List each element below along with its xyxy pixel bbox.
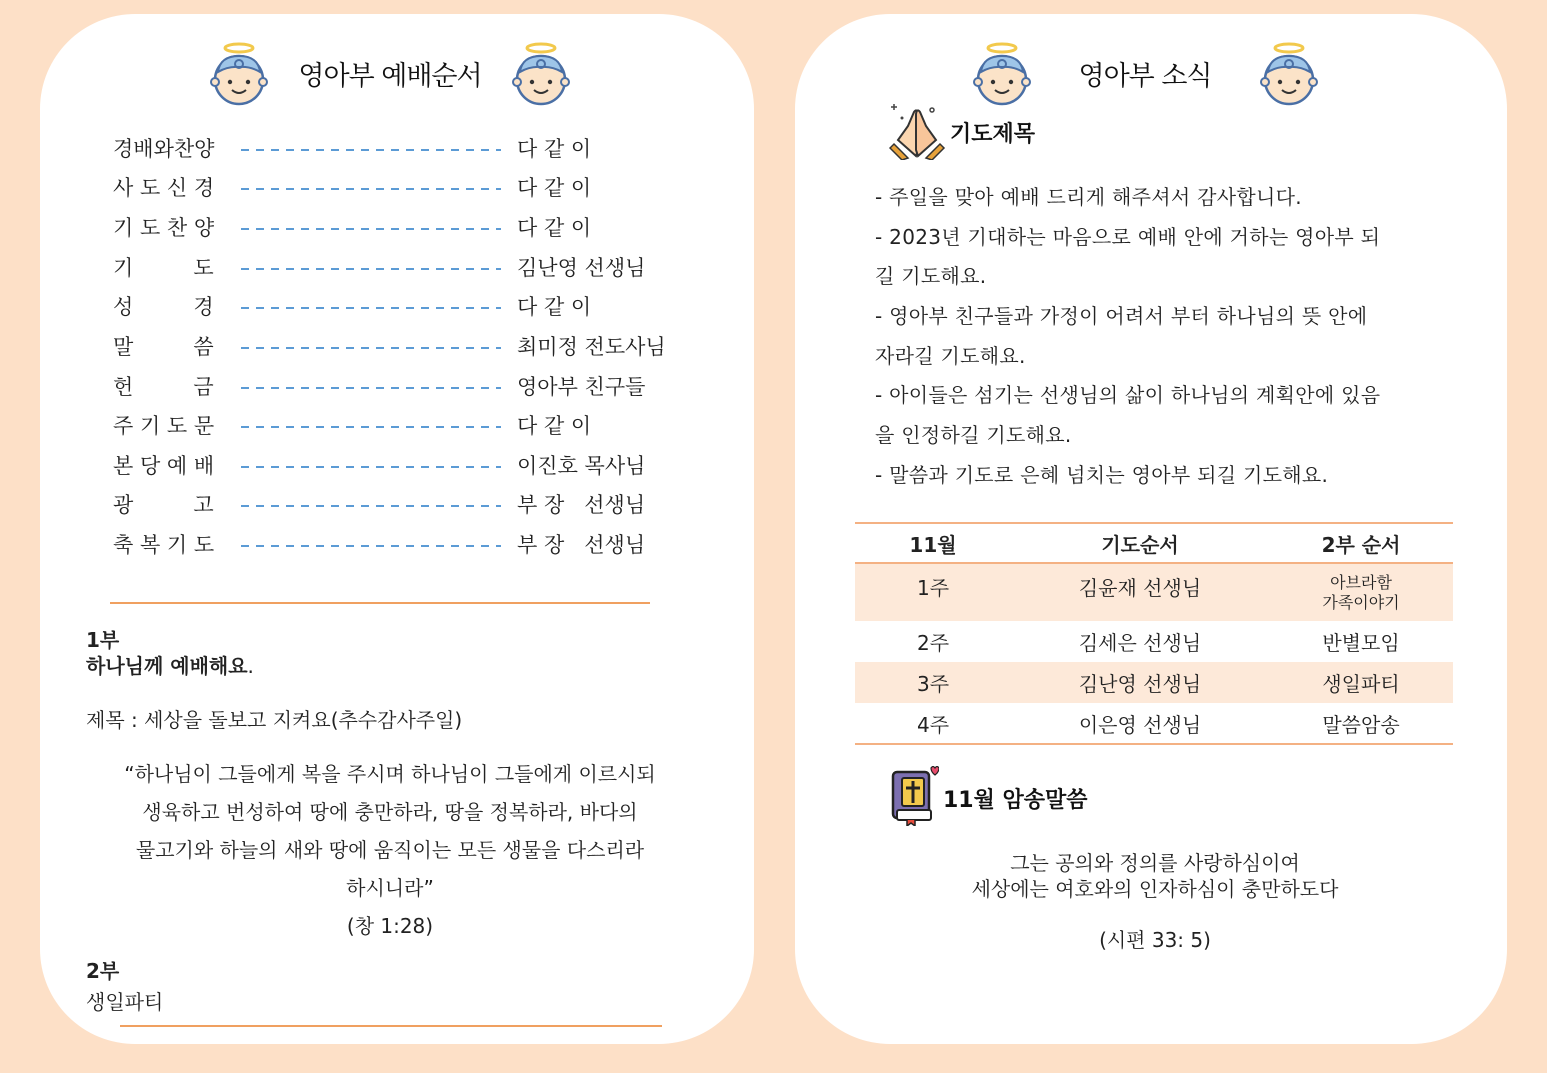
bible-icon: [889, 766, 939, 830]
column-header: 11월: [855, 523, 1011, 563]
order-item-name: 성 경: [113, 295, 214, 319]
week-cell: 2주: [916, 631, 950, 655]
memory-verse-line: 그는 공의와 정의를 사랑하심이여: [1010, 851, 1300, 875]
order-item-leader: 김난영 선생님: [517, 256, 646, 280]
dotted-leader: [241, 188, 501, 190]
dotted-leader: [241, 466, 501, 468]
prayer-line: - 영아부 친구들과 가정이 어려서 부터 하나님의 뜻 안에: [875, 304, 1368, 328]
order-item-name: 경배와찬양: [113, 137, 215, 161]
order-item-leader: 다 같 이: [517, 295, 592, 319]
bible-verse: [80, 755, 700, 945]
baby-angel-icon: [508, 40, 574, 106]
order-row: [113, 489, 713, 519]
order-item-name: 본 당 예 배: [113, 454, 215, 478]
order-item-name: 헌 금: [113, 375, 214, 399]
program-cell: [1269, 563, 1453, 621]
order-row: [113, 410, 713, 440]
dotted-leader: [241, 387, 501, 389]
verse-line: 생육하고 번성하여 땅에 충만하라, 땅을 정복하라, 바다의: [142, 800, 638, 824]
order-item-leader: 다 같 이: [517, 216, 592, 240]
order-item-leader: 다 같 이: [517, 176, 592, 200]
part1-heading: 하나님께 예배해요: [86, 654, 248, 678]
order-row: [113, 291, 713, 321]
baby-angel-icon: [969, 40, 1035, 106]
order-item-name: 광 고: [113, 493, 214, 517]
memory-verse-heading: 11월 암송말씀: [943, 787, 1088, 813]
praying-hands-icon: [888, 100, 946, 164]
order-item-name: 축 복 기 도: [113, 533, 215, 557]
table-row: [855, 621, 1453, 662]
program-cell: 반별모임: [1322, 631, 1400, 655]
prayer-line: - 말씀과 기도로 은혜 넘치는 영아부 되길 기도해요.: [875, 463, 1329, 487]
order-row: [113, 331, 713, 361]
order-row: [113, 371, 713, 401]
divider: [120, 1025, 662, 1027]
dotted-leader: [241, 268, 501, 270]
part1-period: .: [247, 654, 254, 678]
table-row: [855, 563, 1453, 621]
prayer-line: - 주일을 맞아 예배 드리게 해주셔서 감사합니다.: [875, 185, 1302, 209]
order-item-leader: 부 장 선생님: [517, 533, 646, 557]
program-line: 아브라함: [1330, 572, 1392, 592]
dotted-leader: [241, 149, 501, 151]
divider: [110, 602, 650, 604]
week-cell: 4주: [855, 703, 1011, 744]
prayer-heading: 기도제목: [950, 121, 1036, 147]
baby-angel-icon: [1256, 40, 1322, 106]
verse-line: “하나님이 그들에게 복을 주시며 하나님이 그들에게 이르시되: [124, 762, 656, 786]
dotted-leader: [241, 426, 501, 428]
leader-cell: 김난영 선생님: [1011, 662, 1269, 703]
order-item-leader: 영아부 친구들: [517, 375, 646, 399]
baby-angel-icon: [206, 40, 272, 106]
prayer-line: 을 인정하길 기도해요.: [875, 423, 1072, 447]
order-item-name: 사 도 신 경: [113, 176, 215, 200]
order-item-name: 기 도: [113, 256, 214, 280]
memory-verse-header: [889, 766, 1088, 830]
worship-order-header: [200, 40, 580, 106]
memory-verse-line: 세상에는 여호와의 인자하심이 충만하도다: [971, 877, 1339, 901]
order-item-leader: 다 같 이: [517, 414, 592, 438]
order-row: [113, 252, 713, 282]
prayer-schedule-table: [855, 522, 1453, 745]
column-header: 2부 순서: [1269, 523, 1453, 563]
part2-label: 2부: [86, 959, 120, 983]
verse-line: 물고기와 하늘의 새와 땅에 움직이는 모든 생물을 다스리라: [135, 838, 645, 862]
memory-verse-reference: (시편 33: 5): [1099, 928, 1211, 952]
worship-order-title: 영아부 예배순서: [298, 60, 482, 92]
column-header: 기도순서: [1011, 523, 1269, 563]
prayer-section-header: [888, 100, 1035, 164]
part2-text: 생일파티: [86, 990, 164, 1014]
dotted-leader: [241, 307, 501, 309]
prayer-line: - 아이들은 섬기는 선생님의 삶이 하나님의 계획안에 있음: [875, 383, 1381, 407]
order-row: [113, 450, 713, 480]
part1-heading-line: [86, 650, 254, 679]
memory-verse: [855, 850, 1455, 902]
prayer-line: - 2023년 기대하는 마음으로 예배 안에 거하는 영아부 되: [875, 225, 1381, 249]
verse-reference: (창 1:28): [346, 914, 434, 938]
table-header-row: [855, 523, 1453, 563]
program-cell: 생일파티: [1269, 662, 1453, 703]
news-panel: [795, 14, 1507, 1044]
order-row: [113, 172, 713, 202]
leader-cell: 김윤재 선생님: [1011, 563, 1269, 621]
order-row: [113, 212, 713, 242]
order-row: [113, 133, 713, 163]
order-item-name: 주 기 도 문: [113, 414, 215, 438]
order-item-name: 말 씀: [113, 335, 214, 359]
sermon-title: 제목 : 세상을 돌보고 지켜요(추수감사주일): [86, 708, 463, 732]
prayer-line: 길 기도해요.: [875, 264, 987, 288]
dotted-leader: [241, 545, 501, 547]
program-cell: 말씀암송: [1269, 703, 1453, 744]
order-row: [113, 529, 713, 559]
order-item-leader: 이진호 목사님: [517, 454, 646, 478]
prayer-line: 자라길 기도해요.: [875, 344, 1026, 368]
table-row: [855, 662, 1453, 703]
part1-label: 1부: [86, 628, 120, 652]
dotted-leader: [241, 228, 501, 230]
week-cell: 1주: [855, 563, 1011, 621]
order-item-name: 기 도 찬 양: [113, 216, 215, 240]
order-item-leader: 다 같 이: [517, 137, 592, 161]
order-item-leader: 최미정 전도사님: [517, 335, 666, 359]
worship-order-panel: [40, 14, 754, 1044]
news-title: 영아부 소식: [1078, 60, 1212, 92]
verse-line: 하시니라”: [346, 876, 434, 900]
week-cell: 3주: [855, 662, 1011, 703]
leader-cell: 이은영 선생님: [1011, 703, 1269, 744]
news-header: [955, 40, 1335, 106]
program-line: 가족이야기: [1322, 592, 1400, 612]
table-row: [855, 703, 1453, 744]
dotted-leader: [241, 347, 501, 349]
order-item-leader: 부 장 선생님: [517, 493, 646, 517]
leader-cell: 김세은 선생님: [1078, 631, 1202, 655]
dotted-leader: [241, 505, 501, 507]
